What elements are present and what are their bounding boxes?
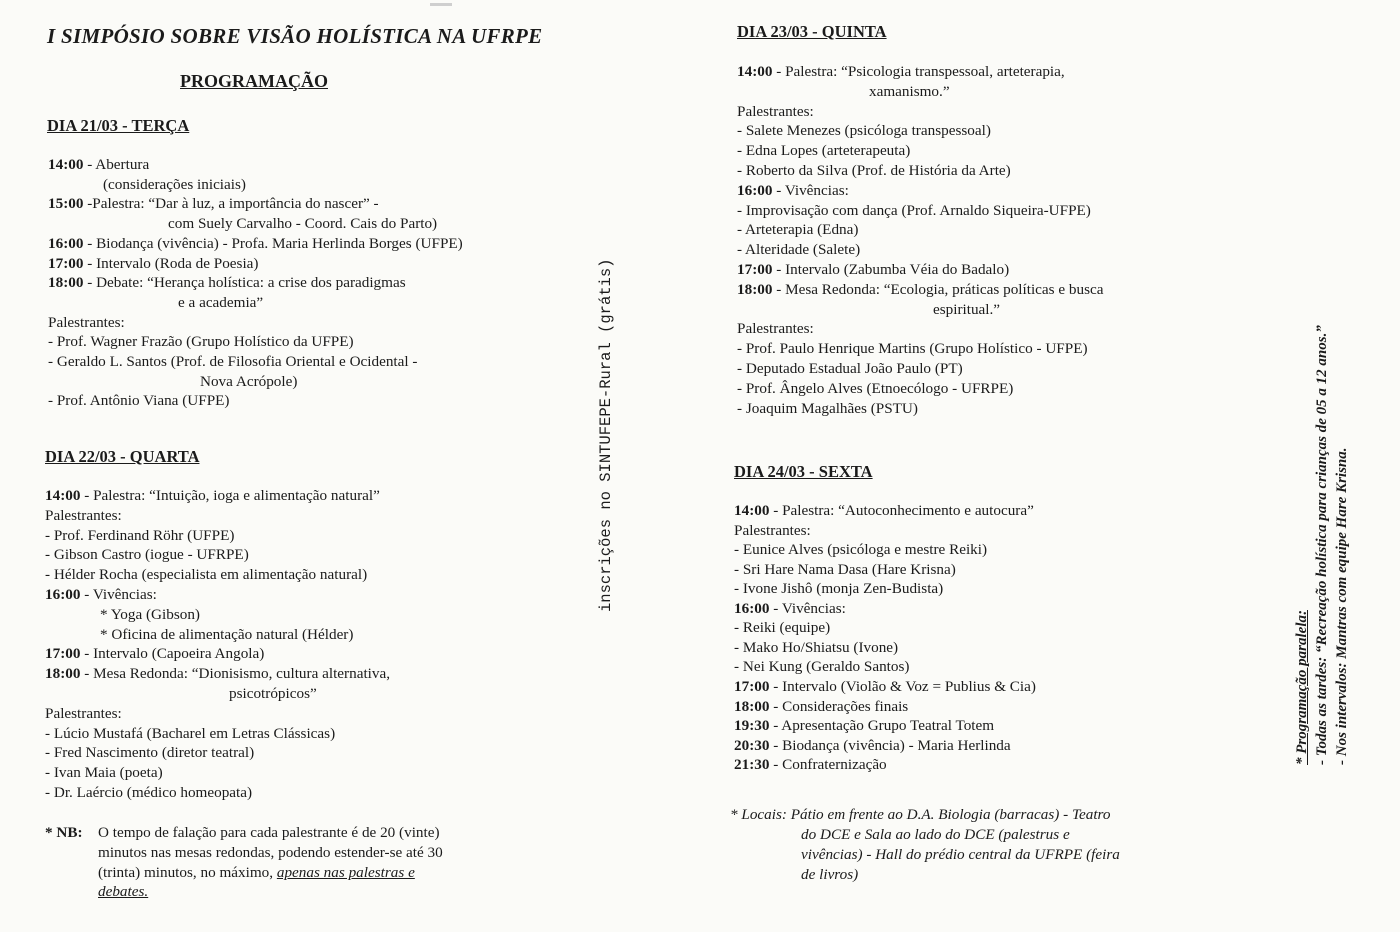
- day2-line: [45, 783, 252, 803]
- day4-line: [734, 501, 1034, 521]
- day1-time: 17:00: [48, 254, 84, 272]
- day2-time: 16:00: [45, 586, 81, 603]
- day1-text: - Prof. Antônio Viana (UFPE): [48, 392, 230, 410]
- day2-line: [45, 664, 390, 684]
- day1-text: - Geraldo L. Santos (Prof. de Filosofia Oriental e Ocidental -: [48, 353, 418, 370]
- nb-line-4: debates.: [98, 883, 149, 900]
- day3-time: 16:00: [737, 181, 773, 199]
- day3-line: [737, 220, 858, 240]
- paralela-heading-text: * Programação paralela:: [1294, 610, 1310, 765]
- program-subtitle: PROGRAMAÇÃO: [180, 71, 328, 91]
- nb-line-2: minutos nas mesas redondas, podendo estender-se até 30: [98, 844, 443, 861]
- day3-text: - Edna Lopes (arteterapeuta): [737, 142, 911, 160]
- day1-text: -Palestra: “Dar à luz, a importância do nascer” -: [83, 195, 379, 213]
- day2-line: [45, 526, 234, 546]
- locais-line-3: vivências) - Hall do prédio central da UFRPE (feira: [801, 846, 1120, 863]
- day4-time: 20:30: [734, 736, 770, 754]
- day3-line: [737, 399, 918, 419]
- day2-text: * Oficina de alimentação natural (Hélder): [100, 625, 354, 643]
- day3-text: - Palestra: “Psicologia transpessoal, arteterapia,: [772, 63, 1065, 80]
- day4-line: [734, 677, 1036, 697]
- day3-line: [933, 300, 1000, 320]
- day1-text: Nova Acrópole): [200, 372, 298, 390]
- day4-text: - Considerações finais: [769, 697, 909, 715]
- day1-text: - Intervalo (Roda de Poesia): [83, 254, 259, 272]
- nb-line-3: [98, 863, 415, 883]
- day3-line: [737, 319, 814, 339]
- day2-line: [45, 644, 264, 664]
- day3-time: 17:00: [737, 261, 773, 278]
- day1-text: - Debate: “Herança holística: a crise dos paradigmas: [83, 274, 406, 292]
- day3-line: [737, 102, 814, 122]
- day4-time: 18:00: [734, 697, 770, 715]
- locais-line-1: * Locais: Pátio em frente ao D.A. Biologia (barracas) - Teatro: [730, 806, 1111, 823]
- day2-text: - Vivências:: [80, 586, 157, 603]
- paralela-line-2: - Nos intervalos: Mantras com equipe Hare Krisna.: [1334, 447, 1350, 765]
- day4-line: [734, 579, 943, 599]
- day1-line: [178, 293, 263, 313]
- day1-line: [48, 313, 125, 333]
- day2-text: psicotrópicos”: [229, 685, 317, 702]
- day4-text: - Confraternização: [769, 756, 887, 774]
- day3-time: 14:00: [737, 63, 773, 80]
- inscricoes-note: inscrições no SINTUFEPE-Rural (grátis): [597, 258, 615, 612]
- day3-text: - Prof. Ângelo Alves (Etnoecólogo - UFRPE): [737, 379, 1014, 397]
- day4-line: [734, 657, 909, 677]
- day2-text: - Palestra: “Intuição, ioga e alimentação natural”: [80, 487, 380, 504]
- day3-line: [737, 161, 1011, 181]
- day2-text: - Mesa Redonda: “Dionisismo, cultura alternativa,: [80, 665, 391, 683]
- day1-line: [48, 273, 406, 293]
- day3-line: [737, 339, 1088, 359]
- day1-line: [48, 234, 463, 254]
- day2-time: 18:00: [45, 665, 81, 683]
- day2-line: [45, 565, 367, 585]
- day1-text: Palestrantes:: [48, 313, 125, 331]
- day2-line: [100, 625, 353, 645]
- day1-time: 16:00: [48, 234, 84, 252]
- day3-text: - Intervalo (Zabumba Véia do Badalo): [772, 261, 1010, 278]
- day2-time: 14:00: [45, 487, 81, 504]
- day4-line: [734, 521, 811, 541]
- day4-text: - Nei Kung (Geraldo Santos): [734, 658, 910, 676]
- day3-text: - Vivências:: [772, 181, 849, 199]
- day1-text: e a academia”: [178, 293, 264, 311]
- scan-smudge: [430, 3, 452, 6]
- day3-line: [737, 141, 910, 161]
- day1-line: [168, 214, 437, 234]
- day3-text: xamanismo.”: [869, 82, 950, 100]
- day3-line: [869, 82, 950, 102]
- day4-time: 17:00: [734, 677, 770, 695]
- day2-text: - Ivan Maia (poeta): [45, 764, 163, 782]
- day3-text: - Improvisação com dança (Prof. Arnaldo Siqueira-UFPE): [737, 201, 1091, 219]
- day3-heading: DIA 23/03 - QUINTA: [737, 22, 887, 41]
- day1-line: [200, 372, 297, 392]
- day4-line: [734, 697, 908, 717]
- day2-text: Palestrantes:: [45, 506, 122, 524]
- day2-line: [45, 724, 335, 744]
- day4-line: [734, 716, 994, 736]
- day2-text: - Dr. Laércio (médico homeopata): [45, 784, 253, 801]
- day4-line: [734, 540, 987, 560]
- day4-text: - Vivências:: [769, 599, 846, 617]
- day3-text: - Arteterapia (Edna): [737, 221, 859, 239]
- day3-line: [737, 62, 1065, 82]
- day2-line: [229, 684, 317, 704]
- day2-line: [100, 605, 200, 625]
- paralela-line-1: - Todas as tardes: “Recreação holística para crianças de 05 a 12 anos.”: [1314, 325, 1330, 765]
- nb-line-3a: (trinta) minutos, no máximo,: [98, 864, 277, 881]
- day1-line: [48, 194, 379, 214]
- day3-text: - Prof. Paulo Henrique Martins (Grupo Holístico - UFPE): [737, 340, 1088, 358]
- day3-line: [737, 181, 849, 201]
- day1-line: [48, 254, 258, 274]
- locais-line-2: do DCE e Sala ao lado do DCE (palestrus e: [801, 826, 1070, 843]
- day4-line: [734, 599, 846, 619]
- day1-line: [48, 332, 354, 352]
- day3-time: 18:00: [737, 280, 773, 298]
- day2-text: - Fred Nascimento (diretor teatral): [45, 744, 255, 762]
- day2-text: - Gibson Castro (iogue - UFRPE): [45, 546, 249, 564]
- day1-text: - Abertura: [83, 156, 150, 173]
- day2-line: [45, 506, 122, 526]
- day2-time: 17:00: [45, 645, 81, 663]
- day2-heading: DIA 22/03 - QUARTA: [45, 447, 200, 466]
- day2-text: - Intervalo (Capoeira Angola): [80, 645, 265, 663]
- day1-time: 15:00: [48, 195, 84, 213]
- day1-text: com Suely Carvalho - Coord. Cais do Parto): [168, 215, 438, 233]
- day4-heading: DIA 24/03 - SEXTA: [734, 462, 873, 481]
- paralela-heading: [1293, 610, 1313, 765]
- day1-text: - Prof. Wagner Frazão (Grupo Holístico da UFPE): [48, 333, 354, 351]
- day2-line: [45, 585, 157, 605]
- day3-text: - Salete Menezes (psicóloga transpessoal): [737, 122, 991, 140]
- day2-line: [45, 743, 254, 763]
- day4-line: [734, 618, 830, 638]
- day2-line: [45, 486, 380, 506]
- day3-line: [737, 260, 1009, 280]
- day2-line: [45, 545, 249, 565]
- day3-text: Palestrantes:: [737, 102, 814, 120]
- day4-time: 21:30: [734, 756, 770, 774]
- day1-line: [103, 175, 246, 195]
- day4-text: - Sri Hare Nama Dasa (Hare Krisna): [734, 560, 956, 578]
- day3-line: [737, 201, 1091, 221]
- day4-time: 19:30: [734, 717, 770, 735]
- day1-line: [48, 352, 417, 372]
- day1-time: 14:00: [48, 156, 84, 173]
- day3-line: [737, 359, 963, 379]
- day3-text: - Mesa Redonda: “Ecologia, práticas políticas e busca: [772, 280, 1104, 298]
- day3-line: [737, 379, 1013, 399]
- day4-line: [734, 560, 956, 580]
- day4-text: - Mako Ho/Shiatsu (Ivone): [734, 638, 899, 656]
- day4-text: - Reiki (equipe): [734, 619, 831, 637]
- day4-text: - Palestra: “Autoconhecimento e autocura”: [769, 502, 1034, 519]
- day2-text: - Prof. Ferdinand Röhr (UFPE): [45, 526, 235, 544]
- day1-line: [48, 391, 229, 411]
- day3-text: - Alteridade (Salete): [737, 241, 861, 259]
- day1-text: (considerações iniciais): [103, 175, 246, 193]
- day2-text: Palestrantes:: [45, 704, 122, 722]
- nb-line-1: O tempo de falação para cada palestrante é de 20 (vinte): [98, 824, 440, 841]
- day4-text: Palestrantes:: [734, 521, 811, 539]
- day3-text: - Roberto da Silva (Prof. de História da Arte): [737, 162, 1011, 179]
- day3-line: [737, 280, 1104, 300]
- day4-text: - Apresentação Grupo Teatral Totem: [769, 717, 995, 735]
- day4-line: [734, 638, 898, 658]
- day2-text: - Hélder Rocha (especialista em alimentação natural): [45, 566, 368, 584]
- day3-text: - Joaquim Magalhães (PSTU): [737, 399, 918, 417]
- day2-text: * Yoga (Gibson): [100, 605, 200, 623]
- day1-line: [48, 155, 149, 175]
- day3-text: Palestrantes:: [737, 320, 814, 338]
- day2-line: [45, 704, 122, 724]
- day3-text: - Deputado Estadual João Paulo (PT): [737, 360, 963, 377]
- day4-line: [734, 736, 1011, 756]
- day4-text: - Biodança (vivência) - Maria Herlinda: [769, 736, 1011, 754]
- day3-text: espiritual.”: [933, 300, 1001, 318]
- day1-time: 18:00: [48, 274, 84, 292]
- page-title: I SIMPÓSIO SOBRE VISÃO HOLÍSTICA NA UFRPE: [47, 24, 543, 48]
- day4-time: 14:00: [734, 502, 770, 519]
- nb-label: * NB:: [45, 824, 83, 841]
- day4-text: - Intervalo (Violão & Voz = Publius & Cia): [769, 677, 1036, 695]
- day4-text: - Eunice Alves (psicóloga e mestre Reiki): [734, 541, 988, 559]
- day4-line: [734, 755, 887, 775]
- day4-time: 16:00: [734, 599, 770, 617]
- day1-heading: DIA 21/03 - TERÇA: [47, 116, 190, 135]
- day3-line: [737, 240, 860, 260]
- day1-text: - Biodança (vivência) - Profa. Maria Herlinda Borges (UFPE): [83, 234, 463, 252]
- locais-line-4: de livros): [801, 866, 859, 883]
- day3-line: [737, 121, 991, 141]
- nb-line-3b: apenas nas palestras e: [276, 864, 415, 881]
- day2-text: - Lúcio Mustafá (Bacharel em Letras Clássicas): [45, 724, 336, 742]
- day4-text: - Ivone Jishô (monja Zen-Budista): [734, 580, 944, 598]
- day2-line: [45, 763, 163, 783]
